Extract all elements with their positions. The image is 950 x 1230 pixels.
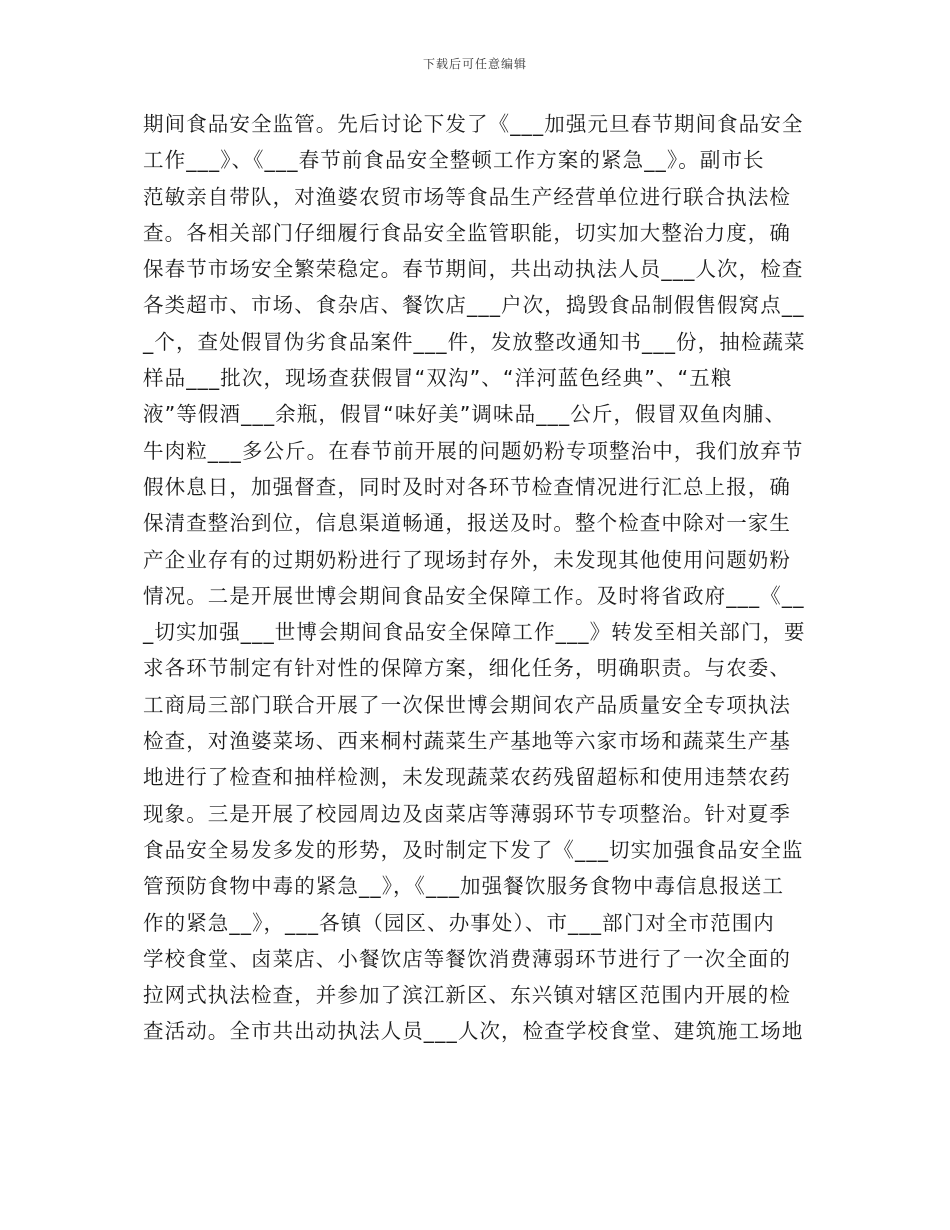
- text-line: 管预防食物中毒的紧急__》，《___加强餐饮服务食物中毒信息报送工: [143, 874, 785, 899]
- text-line: 牛肉粒___多公斤。在春节前开展的问题奶粉专项整治中，我们放弃节: [143, 438, 804, 463]
- text-line: 学校食堂、卤菜店、小餐饮店等餐饮消费薄弱环节进行了一次全面的: [143, 946, 791, 971]
- text-line: 情况。二是开展世博会期间食品安全保障工作。及时将省政府___《__: [143, 583, 805, 608]
- document-body: [143, 106, 823, 1050]
- text-line: 范敏亲自带队，对渔婆农贸市场等食品生产经营单位进行联合执法检: [143, 184, 791, 209]
- text-line: 作的紧急__》，___各镇（园区、办事处）、市___部门对全市范围内: [143, 910, 775, 935]
- text-line: 检查，对渔婆菜场、西来桐村蔬菜生产基地等六家市场和蔬菜生产基: [143, 729, 791, 754]
- text-line: 地进行了检查和抽样检测，未发现蔬菜农药残留超标和使用违禁农药: [143, 765, 791, 790]
- text-line: 各类超市、市场、食杂店、餐饮店___户次，捣毁食品制假售假窝点__: [143, 293, 805, 318]
- text-line: 期间食品安全监管。先后讨论下发了《___加强元旦春节期间食品安全: [143, 112, 804, 136]
- text-line: _切实加强___世博会期间食品安全保障工作___》转发至相关部门，要: [143, 620, 806, 645]
- text-line: 查活动。全市共出动执法人员___人次，检查学校食堂、建筑施工场地: [143, 1019, 804, 1044]
- text-line: 求各环节制定有针对性的保障方案，细化任务，明确职责。与农委、: [143, 656, 791, 681]
- text-line: 产企业存有的过期奶粉进行了现场封存外，未发现其他使用问题奶粉: [143, 547, 791, 572]
- text-line: 工作___》、《___春节前食品安全整顿工作方案的紧急__》。副市长: [143, 148, 765, 173]
- text-line: 工商局三部门联合开展了一次保世博会期间农产品质量安全专项执法: [143, 692, 791, 717]
- text-line: 保清查整治到位，信息渠道畅通，报送及时。整个检查中除对一家生: [143, 511, 791, 536]
- text-line: 现象。三是开展了校园周边及卤菜店等薄弱环节专项整治。针对夏季: [143, 801, 791, 826]
- text-line: 保春节市场安全繁荣稳定。春节期间，共出动执法人员___人次，检查: [143, 257, 804, 282]
- text-line: _个，查处假冒伪劣食品案件___件，发放整改通知书___份，抽检蔬菜: [143, 329, 806, 354]
- text-line: 食品安全易发多发的形势，及时制定下发了《___切实加强食品安全监: [143, 837, 804, 862]
- text-line: 假休息日，加强督查，同时及时对各环节检查情况进行汇总上报，确: [143, 474, 791, 499]
- text-line: 查。各相关部门仔细履行食品安全监管职能，切实加大整治力度，确: [143, 220, 791, 245]
- text-line: 样品___批次，现场查获假冒“双沟”、“洋河蓝色经典”、“五粮: [143, 366, 733, 391]
- header-note: 下载后可任意编辑: [422, 57, 527, 71]
- text-line: 液”等假酒___余瓶，假冒“味好美”调味品___公斤，假冒双鱼肉脯、: [143, 402, 787, 427]
- text-line: 拉网式执法检查，并参加了滨江新区、东兴镇对辖区范围内开展的检: [143, 983, 791, 1008]
